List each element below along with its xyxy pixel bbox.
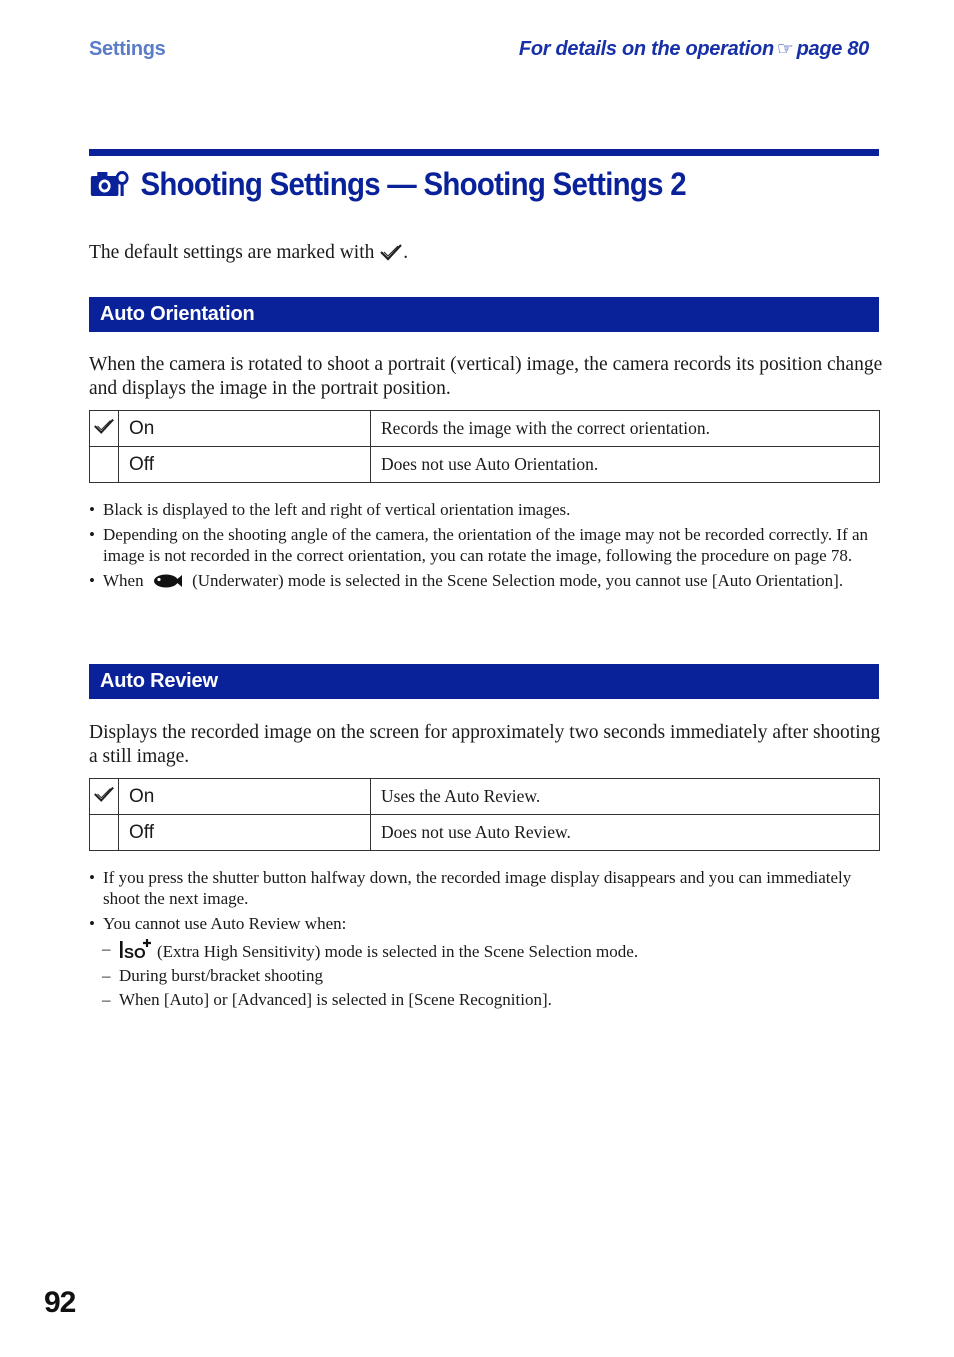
list-item: • You cannot use Auto Review when: (89, 913, 879, 934)
default-marker-cell (90, 815, 119, 851)
option-description: Uses the Auto Review. (371, 779, 880, 815)
list-item: • If you press the shutter button halfway down, the recorded image display disappears and you can immediately shoot the next image. (89, 867, 879, 909)
note-text: When (103, 571, 144, 590)
running-header-section: Settings (89, 38, 166, 60)
option-description: Does not use Auto Orientation. (371, 447, 880, 483)
auto-review-intro: Displays the recorded image on the screen for approximately two seconds immediately after shooting a still image. (89, 722, 881, 767)
svg-text:SO: – SO (124, 945, 146, 960)
table-row[interactable] (90, 447, 880, 483)
list-item (89, 570, 879, 591)
auto-orientation-options-table (89, 410, 880, 483)
high-iso-icon (119, 938, 153, 960)
reference-page-link[interactable]: page 80 (796, 38, 869, 60)
note-text: (Extra High Sensitivity) mode is selected in the Scene Selection mode. (157, 942, 639, 961)
option-description: Does not use Auto Review. (371, 815, 880, 851)
list-item: – When [Auto] or [Advanced] is selected in [Scene Recognition]. (89, 989, 879, 1010)
section-heading-auto-orientation: Auto Orientation (89, 297, 879, 332)
page-number: 92 (44, 1286, 76, 1319)
list-item: • Depending on the shooting angle of the camera, the orientation of the image may not be recorded correctly. If an image is not recorded in the correct orientation, you can rotate the image, following the procedure on page 78. (89, 524, 879, 566)
default-note-period: . (403, 242, 409, 263)
option-description: Records the image with the correct orientation. (371, 411, 880, 447)
default-marker-cell (90, 779, 119, 815)
list-item (89, 938, 879, 962)
list-item: – During burst/bracket shooting (89, 965, 879, 986)
pointing-hand-icon: ☞ (776, 39, 794, 60)
list-item: • Black is displayed to the left and right of vertical orientation images. (89, 499, 879, 520)
title-text: Shooting Settings — Shooting Settings 2 (140, 165, 686, 202)
option-name: On (119, 779, 371, 815)
section-heading-auto-review: Auto Review (89, 664, 879, 699)
auto-orientation-intro: When the camera is rotated to shoot a portrait (vertical) image, the camera records its position change and displays the image in the portrait position. (89, 354, 883, 399)
default-marker-cell (90, 447, 119, 483)
default-note (89, 241, 884, 265)
underwater-fish-icon (153, 573, 183, 589)
camera-settings-icon (89, 169, 129, 199)
auto-review-notes (89, 867, 879, 1013)
note-text: (Underwater) mode is selected in the Scene Selection mode, you cannot use [Auto Orientation]. (192, 571, 844, 590)
title-rule (89, 149, 879, 156)
option-name: Off (119, 815, 371, 851)
checkmark-icon (379, 243, 403, 261)
page-title (89, 162, 686, 206)
table-row[interactable] (90, 411, 880, 447)
option-name: On (119, 411, 371, 447)
reference-text: For details on the operation (518, 38, 774, 60)
auto-review-options-table (89, 778, 880, 851)
default-marker-cell (90, 411, 119, 447)
table-row[interactable] (90, 779, 880, 815)
checkmark-icon (93, 417, 115, 435)
default-note-text: The default settings are marked with (89, 242, 375, 263)
table-row[interactable] (90, 815, 880, 851)
checkmark-icon (93, 785, 115, 803)
auto-orientation-notes (89, 499, 879, 595)
running-header-reference (519, 38, 869, 61)
option-name: Off (119, 447, 371, 483)
